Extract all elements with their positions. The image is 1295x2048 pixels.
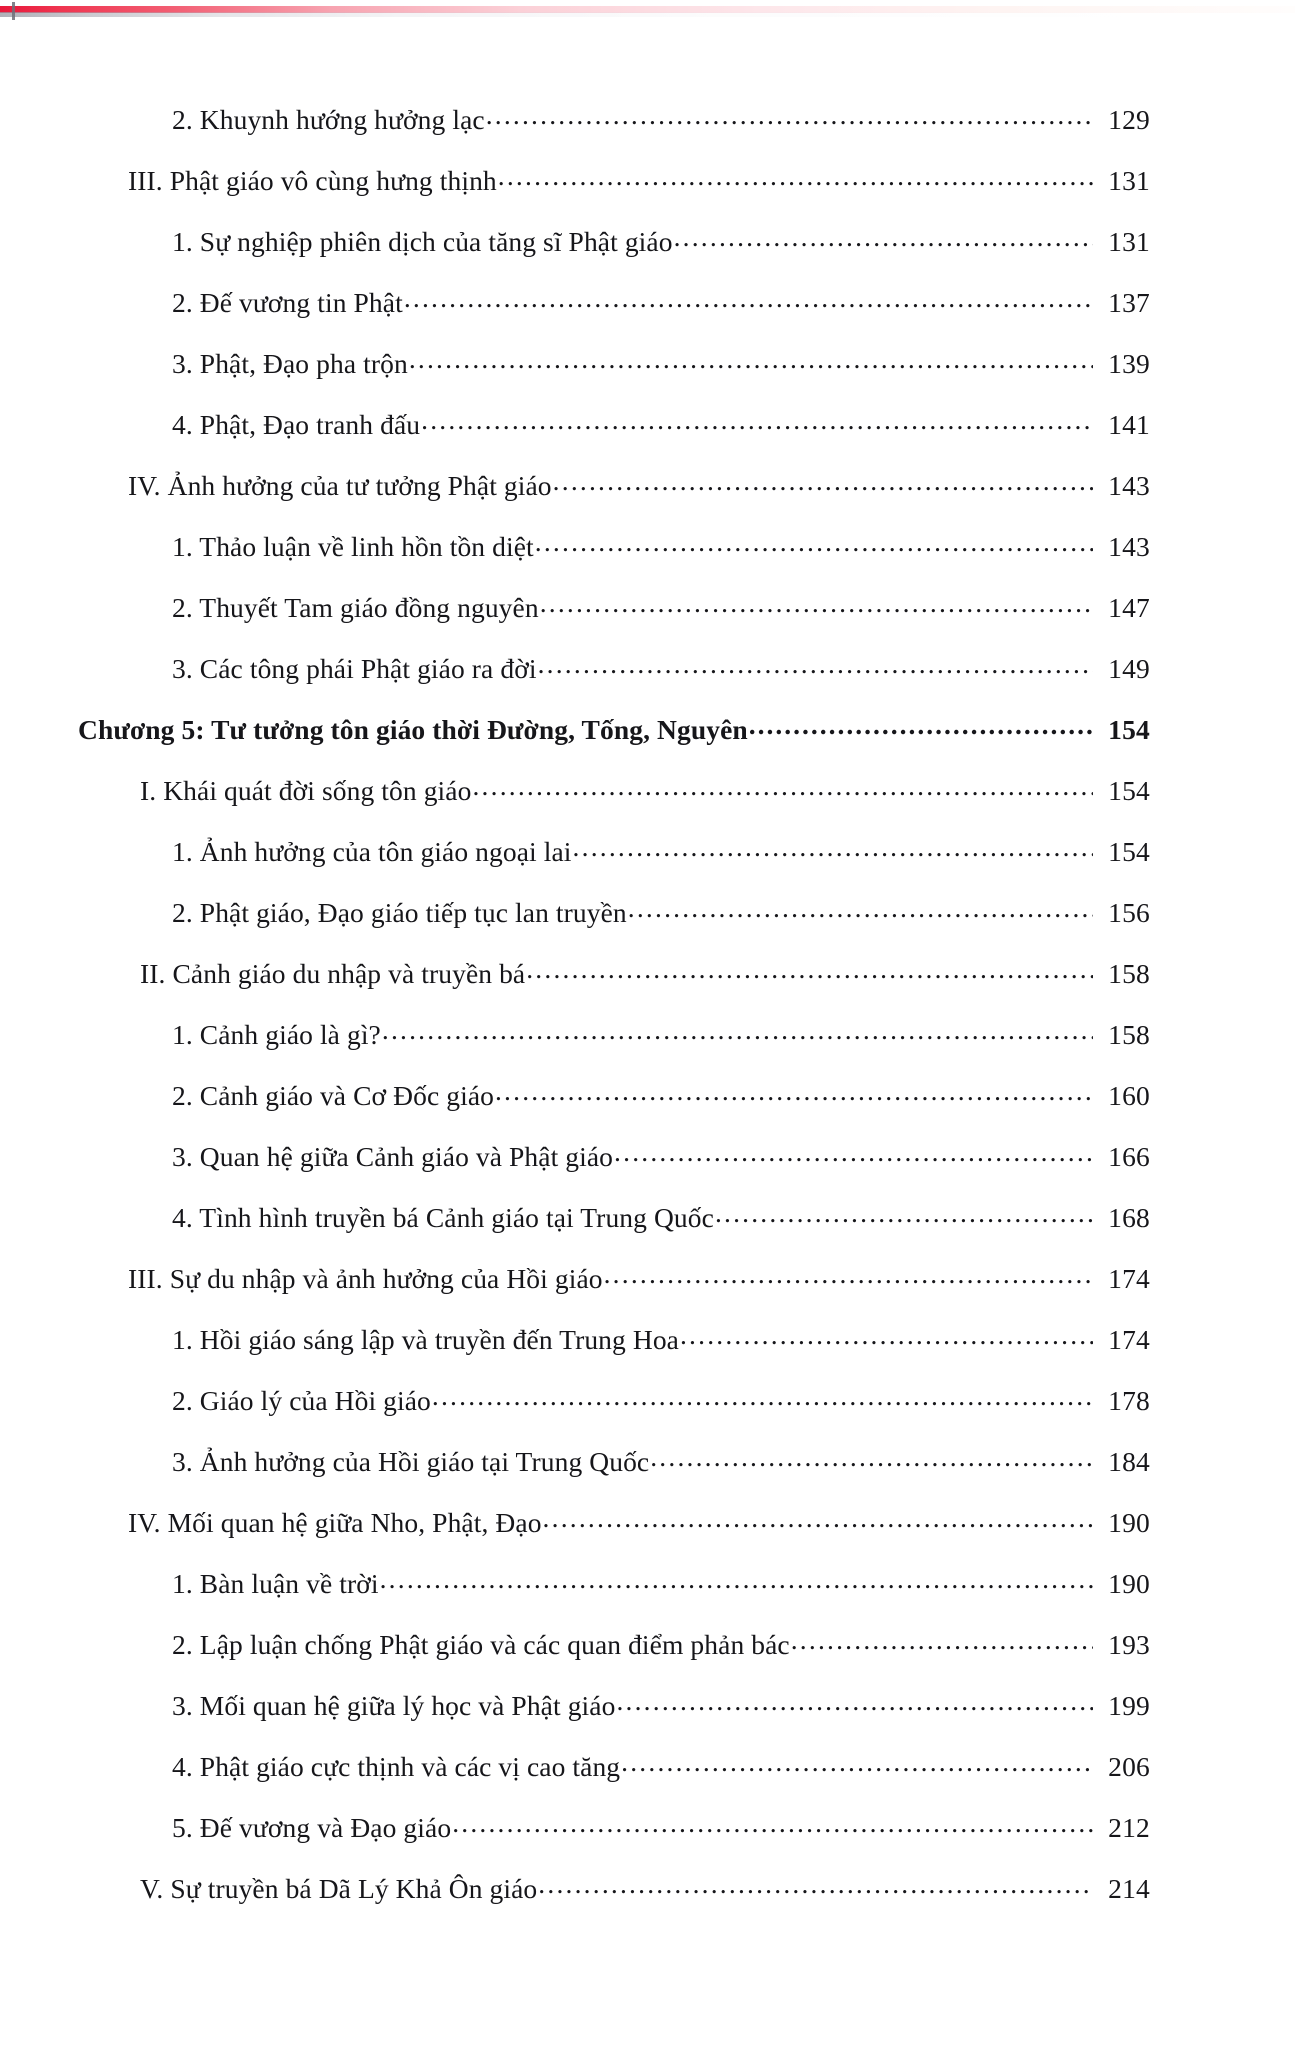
toc-entry-label: 1. Thảo luận về linh hồn tồn diệt [172,531,534,562]
toc-entry-label: 1. Ảnh hưởng của tôn giáo ngoại lai [172,836,572,867]
toc-dot-leader [472,784,1093,800]
toc-entry-label: IV. Mối quan hệ giữa Nho, Phật, Đạo [128,1507,542,1538]
toc-entry-label: V. Sự truyền bá Dã Lý Khả Ôn giáo [140,1873,538,1904]
toc-dot-leader [526,967,1093,983]
toc-entry-row[interactable] [0,653,1295,714]
toc-entry-label: III. Sự du nhập và ảnh hưởng của Hồi giáo [128,1263,603,1294]
toc-entry-label: 2. Thuyết Tam giáo đồng nguyên [172,592,539,623]
toc-entry-row[interactable] [0,1629,1295,1690]
toc-page-number: 137 [1108,287,1150,318]
toc-dot-leader [749,723,1093,739]
toc-page-number: 154 [1108,714,1150,745]
toc-dot-leader [621,1760,1093,1776]
toc-entry-row[interactable] [0,531,1295,592]
toc-entry-label: 3. Phật, Đạo pha trộn [172,348,408,379]
toc-dot-leader [535,540,1093,556]
toc-page-number: 154 [1108,836,1150,867]
toc-page-number: 158 [1108,958,1150,989]
toc-dot-leader [553,479,1093,495]
toc-page-number: 149 [1108,653,1150,684]
toc-entry-row[interactable] [0,1385,1295,1446]
toc-entry-label: 1. Bàn luận về trời [172,1568,379,1599]
toc-page-number: 143 [1108,531,1150,562]
toc-dot-leader [538,1882,1093,1898]
toc-entry-row[interactable] [0,104,1295,165]
toc-entry-label: 3. Các tông phái Phật giáo ra đời [172,653,537,684]
toc-entry-row[interactable] [0,1446,1295,1507]
toc-entry-row[interactable] [0,897,1295,958]
toc-dot-leader [650,1455,1093,1471]
toc-dot-leader [486,113,1093,129]
toc-dot-leader [715,1211,1093,1227]
toc-entry-row[interactable] [0,165,1295,226]
toc-page-number: 184 [1108,1446,1150,1477]
toc-page-number: 214 [1108,1873,1150,1904]
toc-page-number: 190 [1108,1568,1150,1599]
toc-entry-row[interactable] [0,1202,1295,1263]
toc-entry-label: 3. Quan hệ giữa Cảnh giáo và Phật giáo [172,1141,614,1172]
toc-dot-leader [573,845,1093,861]
toc-entry-row[interactable] [0,1019,1295,1080]
toc-entry-label: 1. Hồi giáo sáng lập và truyền đến Trung Hoa [172,1324,679,1355]
toc-page-number: 174 [1108,1263,1150,1294]
toc-dot-leader [380,1577,1093,1593]
toc-entry-label: I. Khái quát đời sống tôn giáo [140,775,472,806]
toc-entry-label: 3. Mối quan hệ giữa lý học và Phật giáo [172,1690,616,1721]
toc-entry-label: IV. Ảnh hưởng của tư tưởng Phật giáo [128,470,552,501]
toc-entry-row[interactable] [0,1568,1295,1629]
toc-page-number: 139 [1108,348,1150,379]
toc-entry-row[interactable] [0,592,1295,653]
toc-entry-row[interactable] [0,409,1295,470]
toc-page-number: 129 [1108,104,1150,135]
toc-dot-leader [674,235,1093,251]
toc-dot-leader [409,357,1093,373]
toc-entry-row[interactable] [0,775,1295,836]
toc-entry-label: 4. Tình hình truyền bá Cảnh giáo tại Trung Quốc [172,1202,714,1233]
toc-entry-label: II. Cảnh giáo du nhập và truyền bá [140,958,526,989]
toc-entry-row[interactable] [0,470,1295,531]
toc-page-number: 143 [1108,470,1150,501]
toc-page-number: 156 [1108,897,1150,928]
toc-entry-row[interactable] [0,836,1295,897]
toc-page-number: 154 [1108,775,1150,806]
toc-entry-label: 2. Lập luận chống Phật giáo và các quan điểm phản bác [172,1629,790,1660]
toc-page-number: 178 [1108,1385,1150,1416]
toc-page-number: 199 [1108,1690,1150,1721]
toc-page-number: 141 [1108,409,1150,440]
toc-dot-leader [382,1028,1093,1044]
toc-dot-leader [628,906,1093,922]
toc-page-number: 168 [1108,1202,1150,1233]
toc-dot-leader [404,296,1093,312]
toc-entry-label: Chương 5: Tư tưởng tôn giáo thời Đường, Tống, Nguyên [78,714,748,745]
toc-entry-row[interactable] [0,1263,1295,1324]
toc-entry-row[interactable] [0,1873,1295,1934]
toc-page-number: 147 [1108,592,1150,623]
toc-dot-leader [614,1150,1093,1166]
toc-entry-label: 2. Đế vương tin Phật [172,287,403,318]
toc-entry-row[interactable] [0,1141,1295,1202]
toc-page-number: 158 [1108,1019,1150,1050]
toc-page-number: 131 [1108,226,1150,257]
toc-page-number: 193 [1108,1629,1150,1660]
toc-dot-leader [452,1821,1093,1837]
toc-entry-label: 5. Đế vương và Đạo giáo [172,1812,452,1843]
toc-entry-label: 1. Sự nghiệp phiên dịch của tăng sĩ Phật giáo [172,226,673,257]
toc-entry-label: 4. Phật giáo cực thịnh và các vị cao tăng [172,1751,621,1782]
toc-dot-leader [495,1089,1093,1105]
toc-page-number: 174 [1108,1324,1150,1355]
toc-page-number: 212 [1108,1812,1150,1843]
toc-entry-label: 2. Giáo lý của Hồi giáo [172,1385,431,1416]
toc-entry-row[interactable] [0,348,1295,409]
toc-dot-leader [604,1272,1093,1288]
toc-chapter-row[interactable] [0,714,1295,775]
toc-dot-leader [540,601,1093,617]
toc-dot-leader [680,1333,1093,1349]
toc-entry-row[interactable] [0,958,1295,1019]
toc-entry-label: 2. Phật giáo, Đạo giáo tiếp tục lan truyền [172,897,627,928]
toc-entry-label: 2. Cảnh giáo và Cơ Đốc giáo [172,1080,494,1111]
toc-page-number: 131 [1108,165,1150,196]
toc-entry-row[interactable] [0,1324,1295,1385]
toc-dot-leader [538,662,1093,678]
toc-page-number: 190 [1108,1507,1150,1538]
toc-entry-row[interactable] [0,1507,1295,1568]
toc-entry-label: 3. Ảnh hưởng của Hồi giáo tại Trung Quốc [172,1446,650,1477]
toc-entry-row[interactable] [0,1690,1295,1751]
toc-entry-label: 1. Cảnh giáo là gì? [172,1019,381,1050]
toc-page-number: 166 [1108,1141,1150,1172]
toc-dot-leader [421,418,1093,434]
toc-entry-row[interactable] [0,1751,1295,1812]
toc-entry-row[interactable] [0,226,1295,287]
toc-entry-row[interactable] [0,1080,1295,1141]
toc-entry-label: III. Phật giáo vô cùng hưng thịnh [128,165,497,196]
toc-dot-leader [498,174,1093,190]
toc-dot-leader [616,1699,1093,1715]
toc-dot-leader [791,1638,1093,1654]
toc-entry-row[interactable] [0,1812,1295,1873]
toc-dot-leader [543,1516,1093,1532]
toc-entry-label: 2. Khuynh hướng hưởng lạc [172,104,485,135]
toc-entry-row[interactable] [0,287,1295,348]
toc-page-number: 160 [1108,1080,1150,1111]
toc-dot-leader [432,1394,1093,1410]
toc-entry-label: 4. Phật, Đạo tranh đấu [172,409,421,440]
toc-page-number: 206 [1108,1751,1150,1782]
